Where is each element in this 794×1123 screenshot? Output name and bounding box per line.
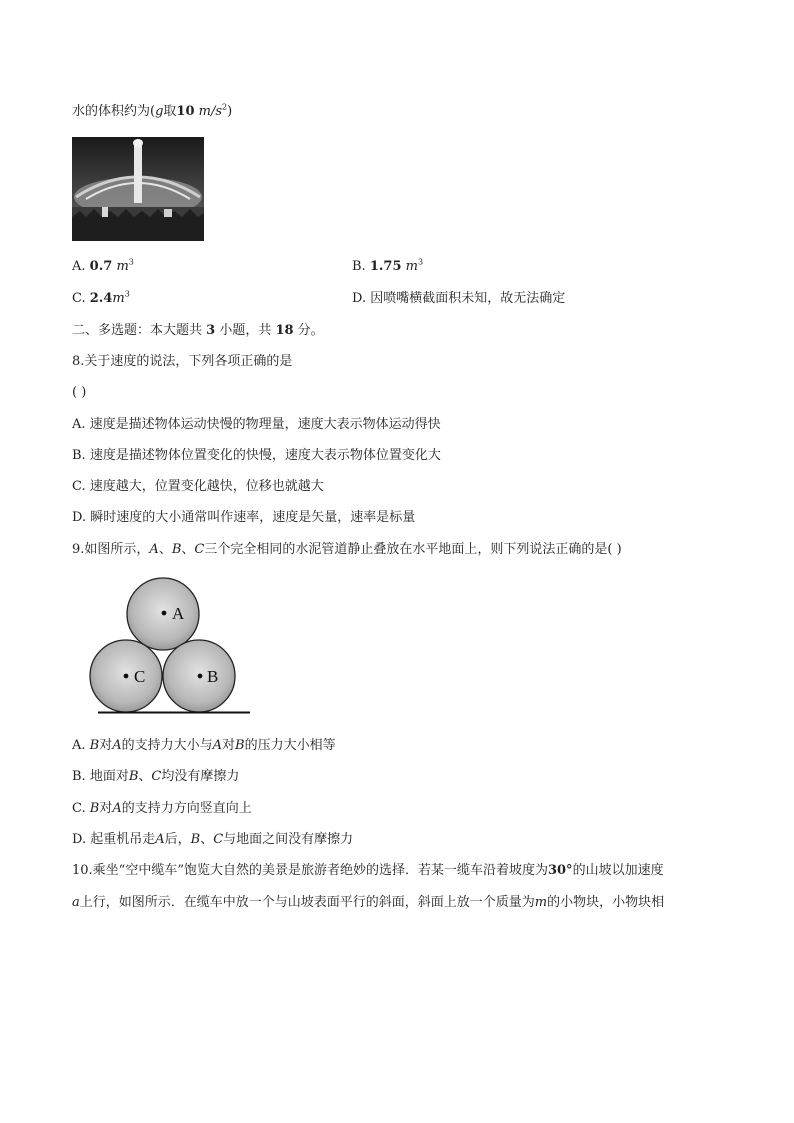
q9-a-var4: B	[235, 738, 245, 753]
section-heading	[72, 322, 324, 340]
q7-take-text: 取	[163, 104, 177, 119]
q7-option-a	[72, 258, 134, 276]
q7-g-value: 10	[176, 104, 195, 119]
q9-sep2: 、	[181, 542, 195, 557]
q9-var-b: B	[171, 542, 182, 557]
stacked-pipes-diagram	[88, 576, 250, 716]
fountain-photo	[72, 137, 204, 241]
q9-c-text1: 对	[99, 801, 113, 816]
pipe-a-center	[162, 611, 167, 616]
q9-stem	[72, 541, 622, 559]
q9-b-label: B. 地面对	[72, 769, 129, 784]
q7-close-paren: )	[227, 104, 233, 119]
q10-text1: 10.乘坐“空中缆车”饱览大自然的美景是旅游者绝妙的选择．若某一缆车沿着坡度为	[72, 863, 548, 878]
option-b-value: 1.75	[369, 259, 402, 274]
q7-option-d: D. 因喷嘴横截面积未知，故无法确定	[352, 291, 566, 306]
q8-answer-paren: ( )	[72, 385, 87, 400]
option-a-unit: m	[116, 259, 129, 274]
q9-c-text2: 的支持力方向竖直向上	[121, 801, 252, 816]
pipe-b-label: B	[207, 667, 219, 686]
q10-var-a: a	[72, 895, 80, 910]
option-a-label: A.	[72, 259, 86, 274]
q9-c-var2: A	[112, 801, 122, 816]
pipe-a-label: A	[172, 604, 185, 623]
q10-text2: 的山坡以加速度	[572, 863, 664, 878]
q8-stem: 8.关于速度的说法，下列各项正确的是	[72, 354, 293, 369]
option-c-value: 2.4	[89, 291, 113, 306]
q9-b-var1: B	[128, 769, 139, 784]
q9-option-a	[72, 737, 336, 755]
q9-a-text4: 的压力大小相等	[244, 738, 336, 753]
q7-stem-text: 水的体积约为(	[72, 104, 156, 119]
section-points: 18	[275, 323, 294, 338]
q9-d-var2: B	[190, 832, 201, 847]
q10-var-m: m	[534, 895, 548, 910]
q7-option-c	[72, 290, 130, 308]
q10-line-2	[72, 894, 664, 912]
q7-option-b	[352, 258, 423, 276]
q9-var-c: C	[194, 542, 205, 557]
q8-option-b: B. 速度是描述物体位置变化的快慢，速度大表示物体位置变化大	[72, 448, 441, 463]
q9-c-var1: B	[89, 801, 100, 816]
q7-stem	[72, 103, 232, 121]
q9-d-sep: 、	[200, 832, 214, 847]
q9-stem-pre: 如图所示，	[84, 542, 150, 557]
q9-option-d	[72, 831, 353, 849]
q9-d-var1: A	[155, 832, 165, 847]
q8-option-a: A. 速度是描述物体运动快慢的物理量，速度大表示物体运动得快	[72, 417, 441, 432]
q10-line-1	[72, 862, 664, 880]
q9-number: 9.	[72, 542, 85, 557]
q9-a-var3: A	[212, 738, 223, 753]
q9-d-var3: C	[213, 832, 224, 847]
q9-b-var2: C	[151, 769, 162, 784]
q9-option-c	[72, 800, 252, 818]
q9-c-label: C.	[72, 801, 90, 816]
pipe-c-center	[124, 674, 129, 679]
q10-text3: 上行，如图所示．在缆车中放一个与山坡表面平行的斜面，斜面上放一个质量为	[79, 895, 535, 910]
q9-d-text2: 与地面之间没有摩擦力	[223, 832, 354, 847]
option-b-exp: 3	[417, 257, 424, 267]
q9-stem-post: 三个完全相同的水泥管道静止叠放在水平地面上，则下列说法正确的是( )	[204, 542, 622, 557]
q9-b-sep: 、	[138, 769, 152, 784]
option-c-label: C.	[72, 291, 86, 306]
section-count: 3	[206, 323, 216, 338]
q9-a-text2: 的支持力大小与	[121, 738, 213, 753]
section-heading-post: 分。	[293, 323, 324, 338]
q7-unit: m/s	[198, 104, 223, 119]
pipe-b-center	[198, 674, 203, 679]
section-heading-pre: 二、多选题：本大题共	[72, 323, 207, 338]
q9-a-text1: 对	[99, 738, 113, 753]
q9-a-var1: B	[89, 738, 100, 753]
pipe-c-label: C	[134, 667, 146, 686]
q9-a-text3: 对	[222, 738, 236, 753]
option-c-exp: 3	[124, 289, 130, 299]
q8-option-c: C. 速度越大，位置变化越快，位移也就越大	[72, 479, 324, 494]
q9-d-label: D. 起重机吊走	[72, 832, 156, 847]
q10-angle: 30°	[547, 863, 573, 878]
option-b-unit: m	[405, 259, 418, 274]
section-heading-mid: 小题，共	[215, 323, 276, 338]
q7-g-symbol: g	[155, 104, 164, 119]
q10-text4: 的小物块，小物块相	[547, 895, 665, 910]
q9-a-var2: A	[112, 738, 122, 753]
option-a-exp: 3	[128, 257, 134, 267]
q9-var-a: A	[149, 542, 159, 557]
q7-exponent: 2	[222, 102, 228, 112]
q9-a-label: A.	[72, 738, 90, 753]
q9-b-text: 均没有摩擦力	[161, 769, 240, 784]
q9-sep1: 、	[158, 542, 172, 557]
option-a-value: 0.7	[89, 259, 113, 274]
option-c-unit: m	[112, 291, 125, 306]
q9-d-text1: 后，	[164, 832, 191, 847]
q9-option-b	[72, 768, 239, 786]
q8-option-d: D. 瞬时速度的大小通常叫作速率，速度是矢量，速率是标量	[72, 510, 416, 525]
option-b-label: B.	[352, 259, 366, 274]
